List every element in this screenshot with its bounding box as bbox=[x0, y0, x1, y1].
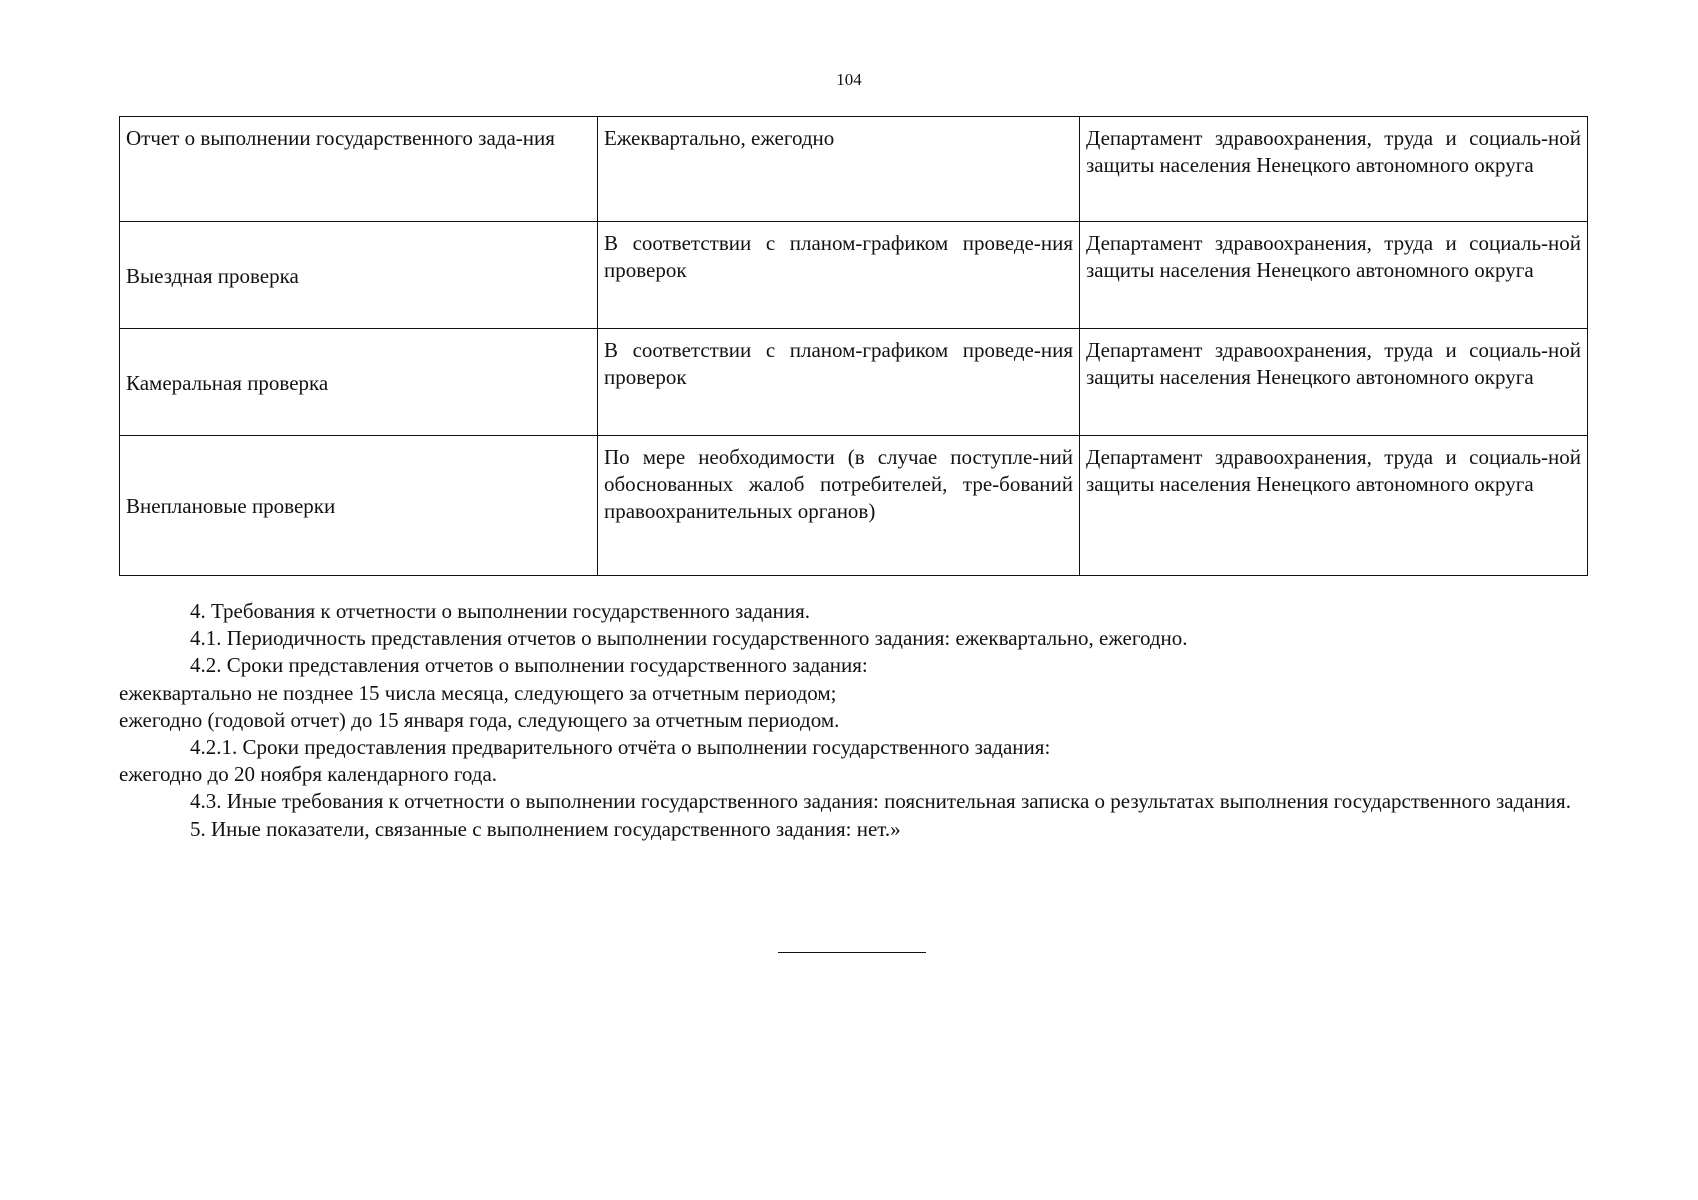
section-4-heading: 4. Требования к отчетности о выполнении государственного задания. bbox=[190, 599, 811, 623]
page-number: 104 bbox=[836, 70, 862, 89]
table-row bbox=[120, 329, 1588, 436]
authority-cell: Департамент здравоохранения, труда и социаль-ной защиты населения Ненецкого автономного округа bbox=[1080, 117, 1588, 222]
control-form-cell: Выездная проверка bbox=[120, 222, 598, 329]
closing-rule bbox=[778, 952, 926, 953]
authority-cell: Департамент здравоохранения, труда и социаль-ной защиты населения Ненецкого автономного округа bbox=[1080, 329, 1588, 436]
paragraph-4-2-1: 4.2.1. Сроки предоставления предварительного отчёта о выполнении государственного задания: bbox=[190, 735, 1051, 760]
authority-cell: Департамент здравоохранения, труда и социаль-ной защиты населения Ненецкого автономного округа bbox=[1080, 222, 1588, 329]
control-form-cell: Камеральная проверка bbox=[120, 329, 598, 436]
paragraph-4-1: 4.1. Периодичность представления отчетов о выполнении государственного задания: ежеквартально, ежегодно. bbox=[190, 626, 1188, 651]
paragraph-4-2: 4.2. Сроки представления отчетов о выполнении государственного задания: bbox=[190, 653, 868, 678]
paragraph-4-2-1-deadline: ежегодно до 20 ноября календарного года. bbox=[119, 762, 498, 787]
control-form-cell: Внеплановые проверки bbox=[120, 436, 598, 576]
paragraph-4-2-annual: ежегодно (годовой отчет) до 15 января года, следующего за отчетным периодом. bbox=[119, 707, 840, 732]
table-row bbox=[120, 222, 1588, 329]
control-form-cell: Отчет о выполнении государственного зада-ния bbox=[120, 117, 598, 222]
authority-cell: Департамент здравоохранения, труда и социаль-ной защиты населения Ненецкого автономного округа bbox=[1080, 436, 1588, 576]
table-row bbox=[120, 436, 1588, 576]
reporting-requirements bbox=[119, 598, 1587, 843]
paragraph-4-2-quarterly: ежеквартально не позднее 15 числа месяца, следующего за отчетным периодом; bbox=[119, 680, 837, 705]
table-row bbox=[120, 117, 1588, 222]
periodicity-cell: В соответствии с планом-графиком проведе-ния проверок bbox=[598, 222, 1080, 329]
section-5: 5. Иные показатели, связанные с выполнением государственного задания: нет.» bbox=[190, 816, 901, 841]
periodicity-cell: Ежеквартально, ежегодно bbox=[598, 117, 1080, 222]
monitoring-table bbox=[119, 116, 1588, 576]
periodicity-cell: В соответствии с планом-графиком проведе-ния проверок bbox=[598, 329, 1080, 436]
paragraph-4-3: 4.3. Иные требования к отчетности о выполнении государственного задания: пояснительная записка о результатах выполнения государственного задания. bbox=[190, 789, 1571, 814]
periodicity-cell: По мере необходимости (в случае поступле-ний обоснованных жалоб потребителей, тре-бований правоохранительных органов) bbox=[598, 436, 1080, 576]
